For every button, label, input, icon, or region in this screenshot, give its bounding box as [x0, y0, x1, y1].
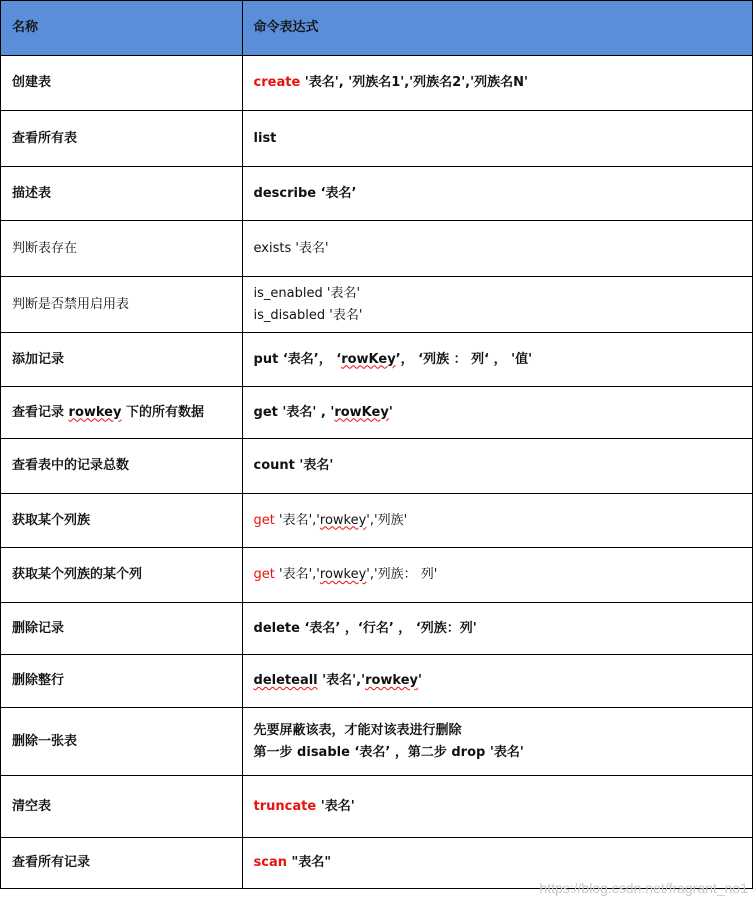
command-name: 删除记录	[1, 603, 243, 655]
command-keyword: get	[253, 512, 275, 528]
command-line	[254, 742, 752, 764]
header-command: 命令表达式	[242, 1, 752, 56]
command-text: put ‘表名’， ‘	[253, 351, 342, 367]
table-row	[1, 655, 753, 708]
table-row	[1, 494, 753, 548]
command-text: ','列族： 列'	[366, 567, 438, 582]
command-text: rowKey	[334, 404, 389, 420]
table-row	[1, 708, 753, 776]
command-name: 删除一张表	[1, 708, 243, 776]
command-keyword: get	[253, 567, 275, 582]
command-text: is_enabled '表名'	[253, 285, 361, 301]
table-row	[1, 56, 753, 111]
command-text: '表名','	[317, 673, 366, 688]
table-row	[1, 111, 753, 167]
command-text: rowKey	[341, 351, 396, 367]
command-text: "表名"	[287, 855, 332, 870]
command-text: '表名','	[274, 512, 320, 528]
command-line	[254, 720, 752, 742]
command-line	[254, 305, 752, 327]
command-keyword: create	[253, 75, 301, 90]
command-text: deleteall	[253, 673, 318, 688]
command-text: 下的所有数据	[121, 404, 205, 420]
command-name: 获取某个列族的某个列	[1, 548, 243, 603]
command-text: exists '表名'	[253, 240, 329, 256]
command-text: 查看记录	[12, 404, 69, 420]
table-row	[1, 387, 753, 439]
table-row	[1, 277, 753, 333]
command-name	[1, 387, 243, 439]
command-expression	[242, 167, 752, 221]
command-text: list	[253, 130, 277, 146]
command-text: rowkey	[319, 512, 367, 528]
command-text: '表名'	[316, 798, 355, 814]
command-expression	[242, 655, 752, 708]
table-row	[1, 167, 753, 221]
command-text: '表名', '列族名1','列族名2','列族名N'	[300, 75, 528, 90]
command-expression	[242, 277, 752, 333]
command-text: delete ‘表名’ ，‘行名’ ， ‘列族：列'	[253, 620, 477, 636]
command-name: 删除整行	[1, 655, 243, 708]
command-text: 第一步 disable ‘表名’ ，第二步 drop '表名'	[253, 744, 524, 760]
command-line	[254, 283, 752, 305]
watermark: https://blog.csdn.net/fragrant_no1	[539, 880, 748, 896]
command-name: 添加记录	[1, 333, 243, 387]
table-row	[1, 548, 753, 603]
table-row	[1, 776, 753, 838]
command-text: rowkey	[68, 404, 122, 420]
command-name: 获取某个列族	[1, 494, 243, 548]
command-expression	[242, 111, 752, 167]
command-expression	[242, 387, 752, 439]
command-expression	[242, 221, 752, 277]
command-text: describe ‘表名’	[253, 185, 357, 201]
command-expression	[242, 548, 752, 603]
command-name: 查看所有表	[1, 111, 243, 167]
command-text: '表名','	[274, 567, 320, 582]
command-expression	[242, 603, 752, 655]
command-keyword: truncate	[253, 798, 317, 814]
command-name: 判断表存在	[1, 221, 243, 277]
command-expression	[242, 333, 752, 387]
command-text: count '表名'	[253, 458, 334, 473]
command-name: 查看所有记录	[1, 838, 243, 889]
table-row	[1, 333, 753, 387]
command-text: ’， ‘列族 ： 列‘ ， '值'	[395, 351, 533, 367]
table-body	[1, 56, 753, 889]
command-name: 清空表	[1, 776, 243, 838]
command-expression	[242, 776, 752, 838]
table-row	[1, 603, 753, 655]
command-text: 先要屏蔽该表，才能对该表进行删除	[253, 722, 462, 738]
command-text: get '表名' , '	[253, 404, 335, 420]
command-text: rowkey	[365, 673, 419, 688]
command-name: 创建表	[1, 56, 243, 111]
command-text: rowkey	[319, 567, 367, 582]
header-name: 名称	[1, 1, 243, 56]
command-expression	[242, 56, 752, 111]
command-text: '	[418, 673, 422, 688]
command-keyword: scan	[253, 855, 288, 870]
command-text: is_disabled '表名'	[253, 307, 363, 323]
command-name: 描述表	[1, 167, 243, 221]
command-name: 查看表中的记录总数	[1, 439, 243, 494]
header-row	[1, 1, 753, 56]
command-expression	[242, 439, 752, 494]
table-row	[1, 439, 753, 494]
command-name: 判断是否禁用启用表	[1, 277, 243, 333]
command-expression	[242, 494, 752, 548]
command-text: '	[388, 404, 393, 420]
command-text: ','列族'	[366, 512, 408, 528]
command-expression	[242, 708, 752, 776]
table-row	[1, 221, 753, 277]
